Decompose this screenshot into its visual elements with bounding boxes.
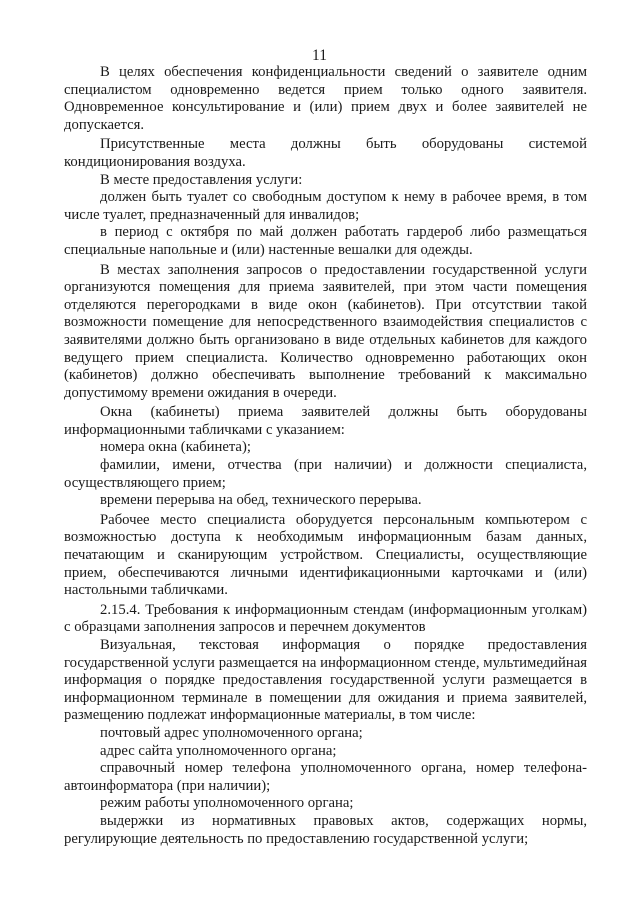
paragraph-visual-info: Визуальная, текстовая информация о порядке предоставления государственной услуги размещается на информационном стенде, мультимедийная информация о порядке предоставления государственной услуги размещается в информационном терминале в помещении для ожидания и приема заявителей, размещению подлежат информационные материалы, в том числе: [64, 637, 587, 724]
paragraph-service-place-intro: В месте предоставления услуги: [100, 171, 303, 188]
page-number: 11 [312, 47, 327, 64]
list-item-phone: справочный номер телефона уполномоченного органа, номер телефона-автоинформатора (при наличии); [64, 760, 587, 794]
list-item-break-time: времени перерыва на обед, технического перерыва. [100, 492, 422, 509]
page-body [64, 64, 587, 848]
list-item-site-address: адрес сайта уполномоченного органа; [100, 742, 337, 759]
paragraph-confidentiality: В целях обеспечения конфиденциальности сведений о заявителе одним специалистом одновременно ведется прием только одного заявителя. Одновременное консультирование и (или) прием двух и более заявителей не допускается. [64, 64, 587, 133]
list-item-toilet: должен быть туалет со свободным доступом к нему в рабочее время, в том числе туалет, предназначенный для инвалидов; [64, 189, 587, 223]
list-item-work-schedule: режим работы уполномоченного органа; [100, 795, 354, 812]
paragraph-windows-signs: Окна (кабинеты) приема заявителей должны быть оборудованы информационными табличками с указанием: [64, 404, 587, 438]
list-item-wardrobe: в период с октября по май должен работать гардероб либо размещаться специальные напольные и (или) настенные вешалки для одежды. [64, 224, 587, 258]
list-item-window-number: номера окна (кабинета); [100, 439, 251, 456]
list-item-postal-address: почтовый адрес уполномоченного органа; [100, 724, 363, 741]
list-item-specialist-name: фамилии, имени, отчества (при наличии) и должности специалиста, осуществляющего прием; [64, 457, 587, 491]
list-item-legal-extracts: выдержки из нормативных правовых актов, содержащих нормы, регулирующие деятельность по предоставлению государственной услуги; [64, 812, 587, 847]
section-heading-2-15-4: 2.15.4. Требования к информационным стендам (информационным уголкам) с образцами заполнения запросов и перечнем документов [64, 601, 587, 636]
paragraph-air-conditioning: Присутственные места должны быть оборудованы системой кондиционирования воздуха. [64, 136, 587, 170]
paragraph-request-rooms: В местах заполнения запросов о предоставлении государственной услуги организуются помещения для приема заявителей, при этом части помещения отделяются перегородками в виде окон (кабинетов). При отсутствии такой возможности помещение для непосредственного взаимодействия специалистов с заявителями должно быть организовано в виде отдельных кабинетов для каждого ведущего прием специалиста. Количество одновременно работающих окон (кабинетов) должно обеспечивать выполнение требований к максимально допустимому времени ожидания в очереди. [64, 261, 587, 401]
paragraph-workplace: Рабочее место специалиста оборудуется персональным компьютером с возможностью доступа к необходимым информационным базам данных, печатающим и сканирующим устройством. Специалисты, осуществляющие прием, обеспечиваются личными идентификационными карточками и (или) настольными табличками. [64, 511, 587, 599]
